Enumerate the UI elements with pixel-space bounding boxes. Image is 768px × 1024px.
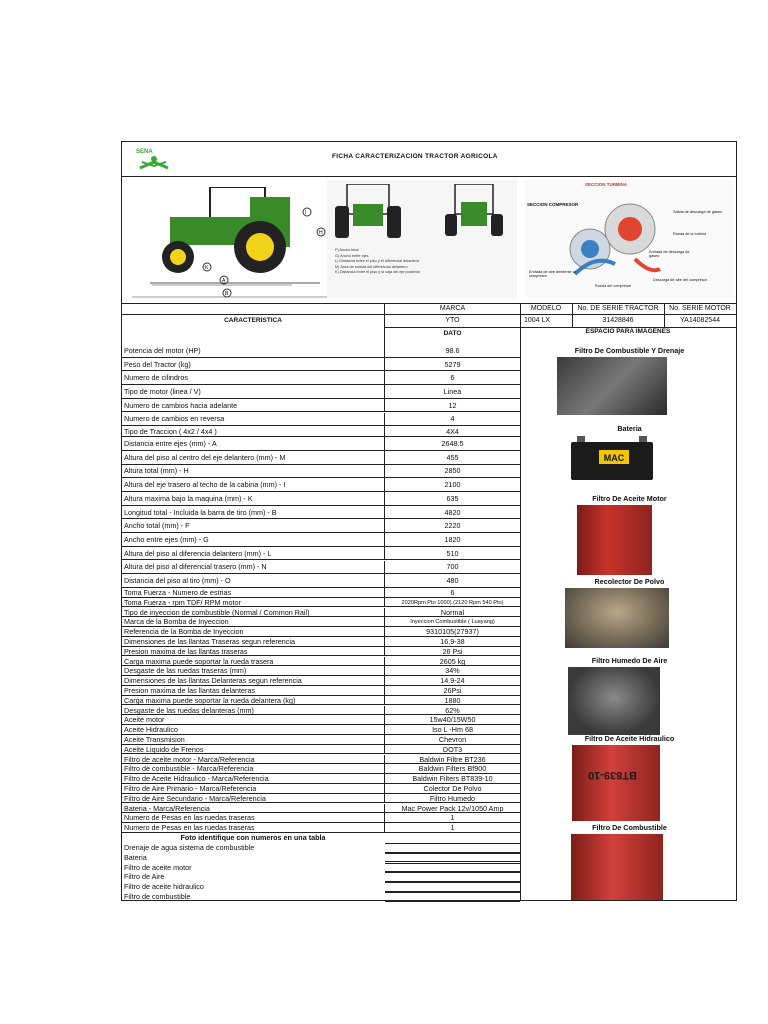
spec-label: Altura del piso al diferencial trasero (mm) - N	[124, 562, 267, 572]
spec-label: Ancho entre ejes (mm) - G	[124, 534, 209, 544]
spec-label: Aceite Hidraulico	[124, 725, 178, 735]
legend-line: G) Ancho entre ejes	[335, 253, 369, 258]
svg-text:B: B	[225, 291, 229, 297]
turbo-label-descarga: Descarga de aire del compresor	[653, 278, 708, 282]
spec-value: 2100	[444, 480, 461, 490]
spec-label: Bateria - Marca/Referencia	[124, 803, 210, 813]
spec-value: 12	[448, 400, 457, 410]
foto-section-title: Foto identifique con numeros en una tabla	[180, 832, 326, 842]
spec-value: 98.6	[445, 345, 460, 355]
spec-label: Numero de cambios hacia adelante	[124, 400, 238, 410]
legend-line: F) Ancho total	[335, 248, 359, 252]
spec-label: Numero de cilindros	[124, 373, 188, 383]
spec-value: 4820	[444, 507, 461, 517]
spec-label: Distancia del piso al tiro (mm) - O	[124, 576, 231, 586]
spec-label: Tipo de motor (linea / V)	[124, 386, 201, 396]
spec-value: 635	[446, 493, 459, 503]
spec-label: Toma Fuerza - Numero de estrias	[124, 587, 232, 597]
svg-text:K: K	[205, 265, 209, 271]
turbo-label-entrada-aire: Entrada de aire ambiente al compresor	[529, 270, 576, 278]
svg-text:H: H	[319, 230, 323, 236]
spec-label: Tipo de inyeccion de combustible (Normal / Common Rail)	[124, 607, 310, 617]
spec-label: Filtro de Aceite Hidraulico - Marca/Referencia	[124, 774, 269, 784]
image-caption: Recolector De Polvo	[594, 577, 665, 586]
dimension-marks	[122, 177, 332, 303]
legend-line: K) Distancia entre el piso y la caja del eje posterior	[335, 270, 421, 274]
spec-value: 1820	[444, 534, 461, 544]
turbo-diagram	[525, 180, 733, 298]
serie-tractor-value: 31428846	[602, 317, 634, 324]
spec-value: Mac Power Pack 12v/1050 Amp	[401, 803, 504, 813]
spec-value: 700	[446, 562, 459, 572]
turbo-label-rueda-turbina: Rueda de la turbina	[673, 232, 707, 236]
spec-label: Numero de Pesas en las ruedas traseras	[124, 813, 255, 823]
fuel-filter-drain-photo	[557, 357, 667, 415]
spec-value: Colector De Polvo	[423, 783, 482, 793]
image-caption: Filtro Humedo De Aire	[591, 656, 668, 665]
spec-value: 5279	[444, 359, 461, 369]
spec-label: Filtro de combustible - Marca/Referencia	[124, 764, 254, 774]
spec-label: Numero de cambios en reversa	[124, 414, 225, 424]
spec-label: Numero de Pesas en las ruedas traseras	[124, 823, 255, 833]
spec-label: Marca de la Bomba de Inyeccion	[124, 617, 229, 627]
spec-value: 2220	[444, 521, 461, 531]
spec-header-table	[122, 304, 736, 344]
marca-label: MARCA	[439, 305, 466, 312]
spec-label: Toma Fuerza - rpm TDF/ RPM motor	[124, 597, 241, 607]
spec-value: 2605 kg	[439, 656, 466, 666]
spec-value: 455	[446, 452, 459, 462]
spec-value: 4	[450, 414, 455, 424]
turbo-label-rueda-compresor: Rueda del compresor	[595, 284, 632, 288]
foto-item-label: Filtro de combustible	[124, 891, 191, 901]
foto-item-label: Bateria	[124, 852, 147, 862]
spec-label: Dimensiones de las llantas Traseras segun referencia	[124, 636, 295, 646]
spec-value: DOT3	[442, 744, 463, 754]
image-caption: Filtro De Aceite Hidraulico	[584, 734, 675, 743]
spec-value: Inyeccion Combustible ( Luayang)	[410, 619, 495, 626]
spec-value: 26Psi	[443, 685, 462, 695]
serie-tractor-label: No. DE SERIE TRACTOR	[577, 305, 659, 312]
spec-value: 6	[450, 587, 455, 597]
images-column	[122, 344, 736, 900]
front-rear-diagram	[327, 180, 517, 298]
modelo-label: MODELO	[530, 305, 562, 312]
spec-value: 2020Rpm Pto 1000) (2120 Rpm 540 Pto)	[401, 599, 504, 606]
image-caption: Bateria	[617, 424, 642, 433]
spec-label: Aceite motor	[124, 715, 165, 725]
engine-oil-filter-photo	[577, 505, 652, 575]
fuel-filter-photo	[571, 834, 663, 900]
spec-label: Carga maxima puede soportar la rueda delantera (kg)	[124, 695, 296, 705]
battery-brand: MAC	[603, 453, 625, 463]
front-legend	[335, 248, 420, 276]
serie-motor-value: YA14082544	[680, 317, 720, 324]
spec-label: Peso del Tractor (kg)	[124, 359, 191, 369]
foto-item-label: Filtro de aceite hidraulico	[124, 882, 204, 892]
spec-value: Filtro Humedo	[429, 793, 476, 803]
spec-value: Linea	[443, 386, 462, 396]
spec-label: Desgaste de las ruedas delanteras (mm)	[124, 705, 254, 715]
dust-collector-photo	[565, 588, 669, 648]
image-caption: Filtro De Combustible	[592, 823, 667, 832]
spec-value: 62%	[445, 705, 460, 715]
image-caption: Filtro De Combustible Y Drenaje	[574, 346, 685, 355]
spec-label: Potencia del motor (HP)	[124, 345, 201, 355]
spec-value: 510	[446, 548, 459, 558]
dato-label: DATO	[443, 330, 462, 337]
spec-label: Dimensiones de las llantas Delanteras segun referencia	[124, 676, 302, 686]
spec-value: 26 Psi	[442, 646, 463, 656]
battery-photo	[569, 436, 655, 482]
image-caption: Filtro De Aceite Motor	[592, 494, 667, 503]
spec-label: Altura total (mm) - H	[124, 466, 189, 476]
legend-line: M) Área de soltura del diferencial delantero	[335, 264, 408, 269]
spec-value: 1	[450, 813, 455, 823]
hydraulic-oil-filter-photo	[572, 745, 660, 821]
spec-label: Altura del eje trasero al techo de la cabina (mm) - I	[124, 480, 286, 490]
tractor-front-diagram	[439, 184, 509, 244]
spec-label: Presion maxima de las llantas delanteras	[124, 685, 256, 695]
sheet-title: FICHA CARACTERIZACION TRACTOR AGRICOLA	[332, 153, 498, 160]
spec-value: 1880	[444, 695, 461, 705]
spec-value: 4X4	[446, 426, 459, 436]
sena-logo-icon	[132, 146, 182, 172]
wet-air-filter-photo	[568, 667, 660, 735]
marca-value: YTO	[445, 317, 460, 324]
spec-label: Aceite Liquido de Frenos	[124, 744, 204, 754]
spec-value: 2648.5	[441, 439, 464, 449]
spec-label: Altura del piso al diferencia delantero (mm) - L	[124, 548, 272, 558]
spec-label: Distancia entre ejes (mm) - A	[124, 439, 217, 449]
legend-line: L) Distancia entre el piso y el diferencial delantero	[335, 259, 419, 263]
spec-label: Longitud total - Incluida la barra de tiro (mm) - B	[124, 507, 277, 517]
foto-item-label: Filtro de aceite motor	[124, 862, 192, 872]
spec-value: Chevron	[438, 734, 467, 744]
spec-label: Presion maxima de las llantas traseras	[124, 646, 248, 656]
sheet-header	[122, 142, 736, 177]
spec-value: 2850	[444, 466, 461, 476]
spec-value: 9310105(27937)	[426, 627, 479, 637]
spec-value: Normal	[440, 607, 465, 617]
spec-label: Altura maxima bajo la maquina (mm) - K	[124, 493, 253, 503]
filter-label: BT839-10	[588, 769, 637, 781]
spec-label: Filtro de Aire Secundario - Marca/Referencia	[124, 793, 266, 803]
foto-item-label: Drenaje de agua sistema de combustible	[124, 842, 255, 852]
svg-text:SENA: SENA	[136, 149, 153, 155]
characterization-sheet	[121, 141, 737, 901]
spec-value: Baldwin Filters BT839-10	[412, 774, 493, 784]
spec-value: 14.9-24	[440, 676, 465, 686]
spec-label: Ancho total (mm) - F	[124, 521, 190, 531]
foto-item-label: Filtro de Aire	[124, 872, 165, 882]
spec-value: Baldwin Filters Bf900	[418, 764, 487, 774]
spec-value: 1	[450, 823, 455, 833]
spec-label: Filtro de aceite motor - Marca/Referencia	[124, 754, 255, 764]
spec-label: Tipo de Traccion ( 4x2 / 4x4 )	[124, 426, 217, 436]
tractor-rear-diagram	[333, 184, 403, 244]
spec-value: Iso L -Hm 68	[432, 725, 473, 735]
spec-label: Carga maxima puede soportar la rueda trasera	[124, 656, 274, 666]
spec-value: 16,9-38	[440, 636, 465, 646]
caracteristica-label: CARACTERISTICA	[224, 317, 282, 324]
turbo-label-entrada-gases: Entrada de descarga de gases	[649, 250, 690, 258]
svg-text:A: A	[222, 278, 226, 284]
spec-label: Filtro de Aire Primario - Marca/Referencia	[124, 783, 257, 793]
diagram-strip	[122, 177, 736, 304]
turbo-label-turbina: SECCION TURBINA	[585, 182, 628, 187]
spec-label: Altura del piso al centro del eje delantero (mm) - M	[124, 452, 286, 462]
spec-label: Referencia de la Bomba de Inyeccion	[124, 627, 244, 637]
spec-value: Baldwin Filtre BT236	[419, 754, 486, 764]
svg-text:I: I	[305, 210, 307, 216]
modelo-value: 1004 LX	[524, 317, 551, 324]
spec-label: Aceite Transmision	[124, 734, 185, 744]
spec-value: 15w40/15W50	[429, 715, 476, 725]
turbo-label-salida: Salida de descarga de gases	[673, 210, 722, 214]
espacio-label: ESPACIO PARA IMÁGENES	[585, 328, 671, 335]
spec-value: 34%	[445, 666, 460, 676]
spec-value: 480	[446, 576, 459, 586]
turbo-label-compresor: SECCION COMPRESOR	[527, 202, 579, 207]
spec-label: Desgaste de las ruedas traseras (mm)	[124, 666, 247, 676]
serie-motor-label: No. SERIE MOTOR	[669, 305, 731, 312]
spec-value: 6	[450, 373, 455, 383]
